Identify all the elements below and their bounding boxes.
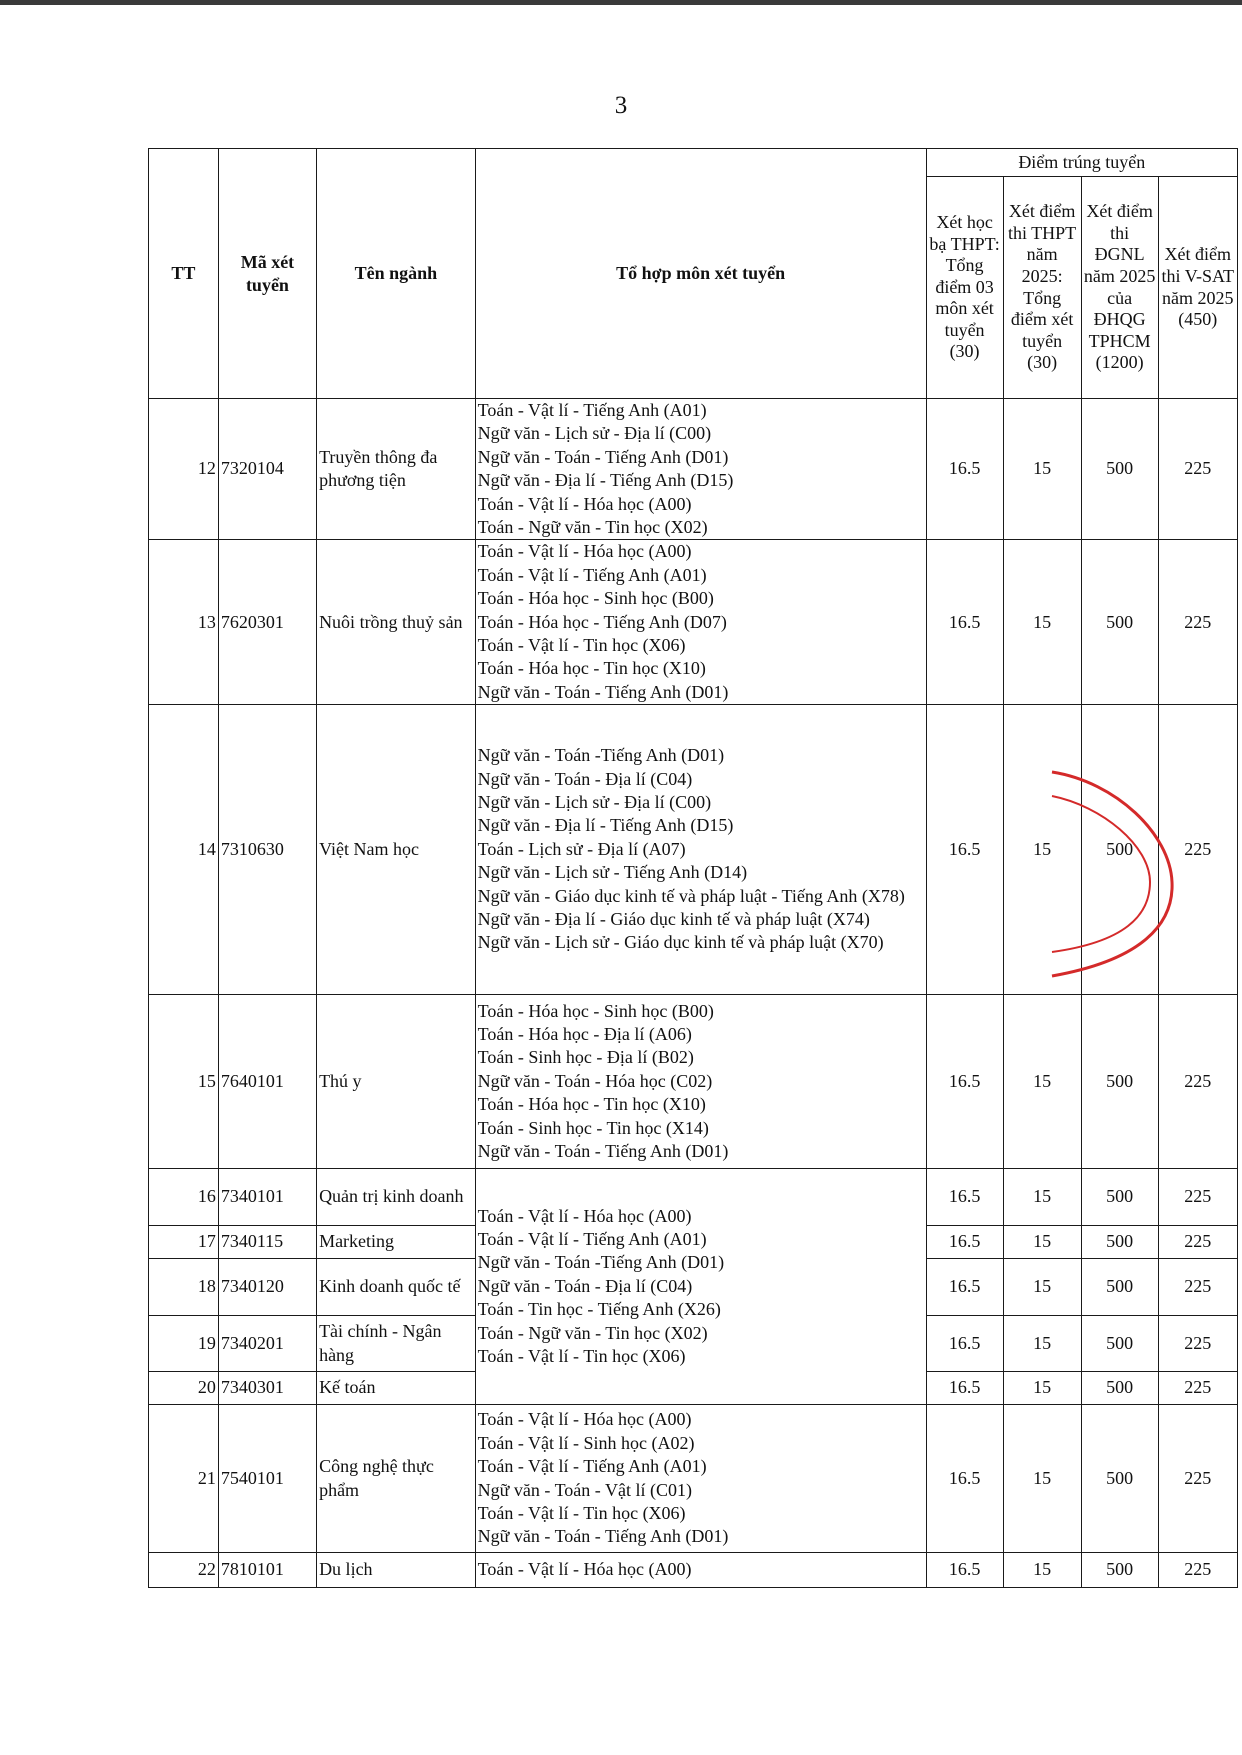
row-tt: 20 (149, 1372, 219, 1405)
score-hocba: 16.5 (926, 1405, 1003, 1553)
combo-item: Toán - Vật lí - Tiếng Anh (A01) (477, 1456, 707, 1477)
header-score-dgnl: Xét điểm thi ĐGNL năm 2025 của ĐHQG TPHCM (1200) (1081, 177, 1158, 399)
row-combos (475, 705, 926, 995)
combo-item: Toán - Hóa học - Sinh học (B00) (477, 1000, 714, 1021)
score-thpt: 15 (1003, 1226, 1081, 1259)
combo-item: Toán - Vật lí - Tin học (X06) (477, 1502, 686, 1523)
score-dgnl: 500 (1081, 399, 1158, 540)
score-vsat: 225 (1158, 705, 1237, 995)
row-code: 7340301 (218, 1372, 316, 1405)
score-vsat: 225 (1158, 1226, 1237, 1259)
row-tt: 18 (149, 1259, 219, 1316)
row-major: Kế toán (317, 1372, 476, 1405)
table-row (149, 1553, 1238, 1588)
score-dgnl: 500 (1081, 1259, 1158, 1316)
row-major: Marketing (317, 1226, 476, 1259)
row-tt: 21 (149, 1405, 219, 1553)
shared-combos (475, 1169, 926, 1405)
score-dgnl: 500 (1081, 1316, 1158, 1372)
row-combos (475, 995, 926, 1169)
row-code: 7810101 (218, 1553, 316, 1588)
row-major: Thú y (317, 995, 476, 1169)
score-vsat: 225 (1158, 399, 1237, 540)
score-vsat: 225 (1158, 540, 1237, 705)
combo-item: Toán - Vật lí - Tin học (X06) (477, 634, 686, 655)
score-hocba: 16.5 (926, 1372, 1003, 1405)
row-tt: 13 (149, 540, 219, 705)
score-vsat: 225 (1158, 1259, 1237, 1316)
table-row (149, 399, 1238, 540)
combo-item: Ngữ văn - Địa lí - Tiếng Anh (D15) (477, 815, 734, 836)
score-dgnl: 500 (1081, 995, 1158, 1169)
combo-item: Toán - Vật lí - Hóa học (A00) (477, 493, 692, 514)
combo-item: Toán - Ngữ văn - Tin học (X02) (477, 1322, 708, 1343)
combo-item: Toán - Vật lí - Tiếng Anh (A01) (477, 1229, 707, 1250)
combo-item: Toán - Hóa học - Địa lí (A06) (477, 1024, 692, 1045)
score-dgnl: 500 (1081, 1553, 1158, 1588)
combo-item: Ngữ văn - Toán -Tiếng Anh (D01) (477, 745, 725, 766)
combo-item: Ngữ văn - Toán -Tiếng Anh (D01) (477, 1252, 725, 1273)
combo-item: Toán - Lịch sử - Địa lí (A07) (477, 838, 686, 859)
score-thpt: 15 (1003, 1169, 1081, 1226)
row-major: Việt Nam học (317, 705, 476, 995)
table-row (149, 540, 1238, 705)
score-hocba: 16.5 (926, 995, 1003, 1169)
score-thpt: 15 (1003, 540, 1081, 705)
row-major: Tài chính - Ngân hàng (317, 1316, 476, 1372)
row-code: 7340120 (218, 1259, 316, 1316)
score-dgnl: 500 (1081, 1405, 1158, 1553)
header-score-hocba: Xét học bạ THPT: Tổng điểm 03 môn xét tuyển (30) (926, 177, 1003, 399)
combo-item: Ngữ văn - Giáo dục kinh tế và pháp luật - Tiếng Anh (X78) (477, 885, 905, 906)
combo-item: Toán - Ngữ văn - Tin học (X02) (477, 516, 708, 537)
combo-item: Ngữ văn - Toán - Địa lí (C04) (477, 1275, 693, 1296)
header-code: Mã xét tuyển (218, 149, 316, 399)
row-tt: 22 (149, 1553, 219, 1588)
row-tt: 19 (149, 1316, 219, 1372)
table-row (149, 1169, 1238, 1226)
score-thpt: 15 (1003, 399, 1081, 540)
combo-item: Toán - Sinh học - Địa lí (B02) (477, 1047, 694, 1068)
combo-item: Ngữ văn - Lịch sử - Địa lí (C00) (477, 792, 712, 813)
row-major: Du lịch (317, 1553, 476, 1588)
score-dgnl: 500 (1081, 1372, 1158, 1405)
combo-item: Toán - Vật lí - Hóa học (A00) (477, 1559, 692, 1580)
combo-item: Toán - Hóa học - Tiếng Anh (D07) (477, 611, 727, 632)
row-major: Công nghệ thực phẩm (317, 1405, 476, 1553)
score-hocba: 16.5 (926, 1259, 1003, 1316)
combo-item: Toán - Vật lí - Tiếng Anh (A01) (477, 564, 707, 585)
combo-item: Ngữ văn - Lịch sử - Giáo dục kinh tế và pháp luật (X70) (477, 932, 884, 953)
header-score-thpt: Xét điểm thi THPT năm 2025: Tổng điểm xét tuyển (30) (1003, 177, 1081, 399)
row-tt: 17 (149, 1226, 219, 1259)
row-code: 7320104 (218, 399, 316, 540)
row-major: Truyền thông đa phương tiện (317, 399, 476, 540)
score-thpt: 15 (1003, 1372, 1081, 1405)
combo-item: Toán - Vật lí - Hóa học (A00) (477, 1205, 692, 1226)
row-major: Kinh doanh quốc tế (317, 1259, 476, 1316)
row-combos (475, 540, 926, 705)
combo-item: Ngữ văn - Toán - Tiếng Anh (D01) (477, 1141, 729, 1162)
combo-item: Toán - Vật lí - Hóa học (A00) (477, 1409, 692, 1430)
combo-item: Ngữ văn - Toán - Hóa học (C02) (477, 1070, 713, 1091)
score-hocba: 16.5 (926, 1169, 1003, 1226)
combo-item: Toán - Hóa học - Tin học (X10) (477, 1094, 706, 1115)
score-vsat: 225 (1158, 1169, 1237, 1226)
row-code: 7340115 (218, 1226, 316, 1259)
score-dgnl: 500 (1081, 1226, 1158, 1259)
combo-item: Ngữ văn - Toán - Tiếng Anh (D01) (477, 1526, 729, 1547)
combo-item: Ngữ văn - Địa lí - Giáo dục kinh tế và pháp luật (X74) (477, 909, 870, 930)
page-number: 3 (614, 92, 628, 119)
row-code: 7340101 (218, 1169, 316, 1226)
header-tt: TT (149, 149, 219, 399)
combo-item: Ngữ văn - Toán - Địa lí (C04) (477, 768, 693, 789)
row-combos (475, 1553, 926, 1588)
row-major: Quản trị kinh doanh (317, 1169, 476, 1226)
score-hocba: 16.5 (926, 540, 1003, 705)
score-thpt: 15 (1003, 1316, 1081, 1372)
score-thpt: 15 (1003, 1259, 1081, 1316)
score-hocba: 16.5 (926, 399, 1003, 540)
combo-item: Ngữ văn - Toán - Tiếng Anh (D01) (477, 681, 729, 702)
score-vsat: 225 (1158, 995, 1237, 1169)
row-code: 7620301 (218, 540, 316, 705)
score-hocba: 16.5 (926, 1226, 1003, 1259)
row-major: Nuôi trồng thuỷ sản (317, 540, 476, 705)
score-vsat: 225 (1158, 1405, 1237, 1553)
score-hocba: 16.5 (926, 705, 1003, 995)
score-thpt: 15 (1003, 995, 1081, 1169)
score-vsat: 225 (1158, 1316, 1237, 1372)
table-row (149, 995, 1238, 1169)
score-dgnl: 500 (1081, 705, 1158, 995)
score-dgnl: 500 (1081, 1169, 1158, 1226)
row-code: 7640101 (218, 995, 316, 1169)
combo-item: Toán - Hóa học - Tin học (X10) (477, 658, 706, 679)
header-major: Tên ngành (317, 149, 476, 399)
row-tt: 16 (149, 1169, 219, 1226)
combo-item: Toán - Vật lí - Tiếng Anh (A01) (477, 400, 707, 420)
row-combos (475, 1405, 926, 1553)
row-combos (475, 399, 926, 540)
red-seal-stamp (1046, 764, 1178, 982)
combo-item: Toán - Tin học - Tiếng Anh (X26) (477, 1299, 721, 1320)
combo-item: Ngữ văn - Lịch sử - Tiếng Anh (D14) (477, 862, 748, 883)
combo-item: Toán - Vật lí - Hóa học (A00) (477, 541, 692, 562)
row-tt: 15 (149, 995, 219, 1169)
combo-item: Ngữ văn - Địa lí - Tiếng Anh (D15) (477, 470, 734, 491)
combo-item: Ngữ văn - Lịch sử - Địa lí (C00) (477, 423, 712, 444)
score-thpt: 15 (1003, 1553, 1081, 1588)
header-combos: Tổ hợp môn xét tuyển (475, 149, 926, 399)
score-hocba: 16.5 (926, 1553, 1003, 1588)
combo-item: Ngữ văn - Toán - Vật lí (C01) (477, 1479, 692, 1500)
row-code: 7340201 (218, 1316, 316, 1372)
combo-item: Toán - Vật lí - Tin học (X06) (477, 1346, 686, 1367)
combo-item: Toán - Sinh học - Tin học (X14) (477, 1117, 709, 1138)
stamp-outer-ring (1052, 772, 1172, 976)
header-scores-group: Điểm trúng tuyển (926, 149, 1237, 177)
row-tt: 14 (149, 705, 219, 995)
combo-item: Toán - Vật lí - Sinh học (A02) (477, 1432, 695, 1453)
table-row (149, 1405, 1238, 1553)
stamp-inner-ring (1052, 796, 1150, 952)
scan-edge (0, 0, 1242, 5)
row-code: 7310630 (218, 705, 316, 995)
score-vsat: 225 (1158, 1372, 1237, 1405)
score-vsat: 225 (1158, 1553, 1237, 1588)
score-thpt: 15 (1003, 1405, 1081, 1553)
row-tt: 12 (149, 399, 219, 540)
row-code: 7540101 (218, 1405, 316, 1553)
combo-item: Ngữ văn - Toán - Tiếng Anh (D01) (477, 446, 729, 467)
header-score-vsat: Xét điểm thi V-SAT năm 2025 (450) (1158, 177, 1237, 399)
score-dgnl: 500 (1081, 540, 1158, 705)
score-thpt: 15 (1003, 705, 1081, 995)
combo-item: Toán - Hóa học - Sinh học (B00) (477, 588, 714, 609)
score-hocba: 16.5 (926, 1316, 1003, 1372)
